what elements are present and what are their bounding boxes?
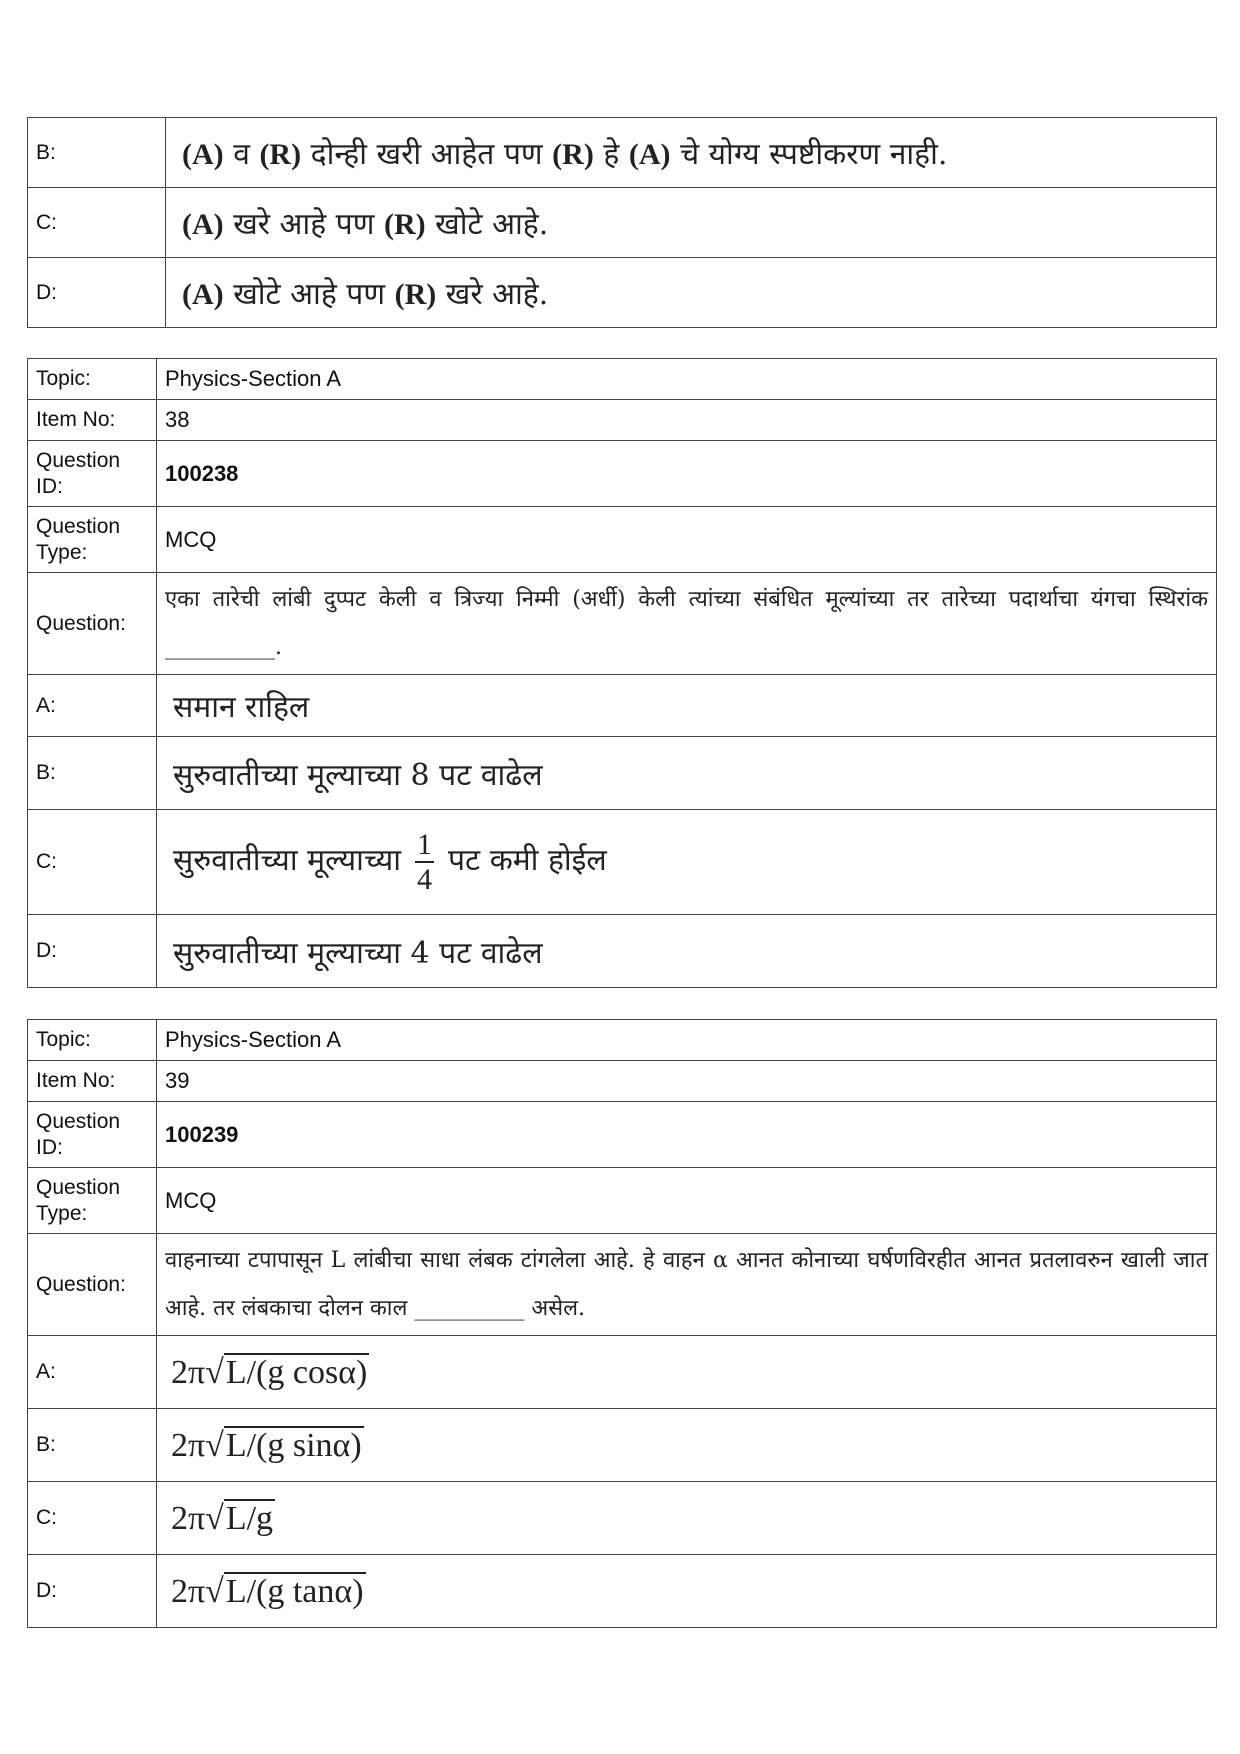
option-label: A: xyxy=(28,1336,157,1409)
option-formula: 2π√L/(g sinα) xyxy=(157,1409,1217,1482)
option-row-b xyxy=(28,118,1217,188)
topic-label: Topic: xyxy=(28,359,157,400)
option-label: A: xyxy=(28,675,157,737)
question-id-value: 100238 xyxy=(157,441,1217,507)
option-formula: 2π√L/g xyxy=(157,1482,1217,1555)
topic-row xyxy=(28,359,1217,400)
question-row xyxy=(28,573,1217,675)
item-value: 39 xyxy=(157,1061,1217,1102)
item-label: Item No: xyxy=(28,400,157,441)
question-id-label: Question ID: xyxy=(28,1102,157,1168)
option-text: (A) खरे आहे पण (R) खोटे आहे. xyxy=(166,188,1217,258)
option-label: D: xyxy=(28,258,166,328)
option-row-b xyxy=(28,1409,1217,1482)
option-label: D: xyxy=(28,1555,157,1628)
options-fragment-table xyxy=(27,117,1217,328)
option-row-c xyxy=(28,188,1217,258)
option-text: समान राहिल xyxy=(157,675,1217,737)
option-row-d xyxy=(28,258,1217,328)
question-type-value: MCQ xyxy=(157,507,1217,573)
item-row xyxy=(28,400,1217,441)
option-formula: 2π√L/(g cosα) xyxy=(157,1336,1217,1409)
question-type-row xyxy=(28,507,1217,573)
question-label: Question: xyxy=(28,573,157,675)
item-row xyxy=(28,1061,1217,1102)
option-text: (A) व (R) दोन्ही खरी आहेत पण (R) हे (A) चे योग्य स्पष्टीकरण नाही. xyxy=(166,118,1217,188)
question-label: Question: xyxy=(28,1234,157,1336)
question-row xyxy=(28,1234,1217,1336)
option-label: B: xyxy=(28,1409,157,1482)
question-text: एका तारेची लांबी दुप्पट केली व त्रिज्या निम्मी (अर्धी) केली त्यांच्या संबंधित मूल्यांच्या तर तारेच्या पदार्थाचा यंगचा स्थिरांक __________. xyxy=(157,573,1217,675)
option-row-c xyxy=(28,810,1217,915)
option-text: सुरुवातीच्या मूल्याच्या $\frac{1}{4}$ पट कमी होईल xyxy=(157,810,1217,915)
option-text: सुरुवातीच्या मूल्याच्या 8 पट वाढेल xyxy=(157,737,1217,810)
question-type-label: Question Type: xyxy=(28,507,157,573)
question-text: वाहनाच्या टपापासून L लांबीचा साधा लंबक टांगलेला आहे. हे वाहन α आनत कोनाच्या घर्षणविरहीत आनत प्रतलावरुन खाली जात आहे. तर लंबकाचा दोलन काल __________ असेल. xyxy=(157,1234,1217,1336)
option-label: D: xyxy=(28,915,157,988)
option-label: C: xyxy=(28,188,166,258)
option-row-b xyxy=(28,737,1217,810)
item-value: 38 xyxy=(157,400,1217,441)
question-39-table xyxy=(27,1019,1217,1628)
question-id-row xyxy=(28,1102,1217,1168)
question-id-row xyxy=(28,441,1217,507)
option-label: B: xyxy=(28,737,157,810)
option-row-a xyxy=(28,675,1217,737)
question-type-value: MCQ xyxy=(157,1168,1217,1234)
question-type-label: Question Type: xyxy=(28,1168,157,1234)
option-text: (A) खोटे आहे पण (R) खरे आहे. xyxy=(166,258,1217,328)
question-id-label: Question ID: xyxy=(28,441,157,507)
topic-label: Topic: xyxy=(28,1020,157,1061)
question-type-row xyxy=(28,1168,1217,1234)
option-label: B: xyxy=(28,118,166,188)
option-row-d xyxy=(28,915,1217,988)
option-row-c xyxy=(28,1482,1217,1555)
option-text: सुरुवातीच्या मूल्याच्या 4 पट वाढेल xyxy=(157,915,1217,988)
fraction: $\frac{1}{4}$ xyxy=(417,828,432,896)
topic-value: Physics-Section A xyxy=(157,359,1217,400)
topic-value: Physics-Section A xyxy=(157,1020,1217,1061)
item-label: Item No: xyxy=(28,1061,157,1102)
option-label: C: xyxy=(28,1482,157,1555)
option-formula: 2π√L/(g tanα) xyxy=(157,1555,1217,1628)
question-id-value: 100239 xyxy=(157,1102,1217,1168)
topic-row xyxy=(28,1020,1217,1061)
option-label: C: xyxy=(28,810,157,915)
option-row-d xyxy=(28,1555,1217,1628)
option-row-a xyxy=(28,1336,1217,1409)
question-38-table xyxy=(27,358,1217,988)
